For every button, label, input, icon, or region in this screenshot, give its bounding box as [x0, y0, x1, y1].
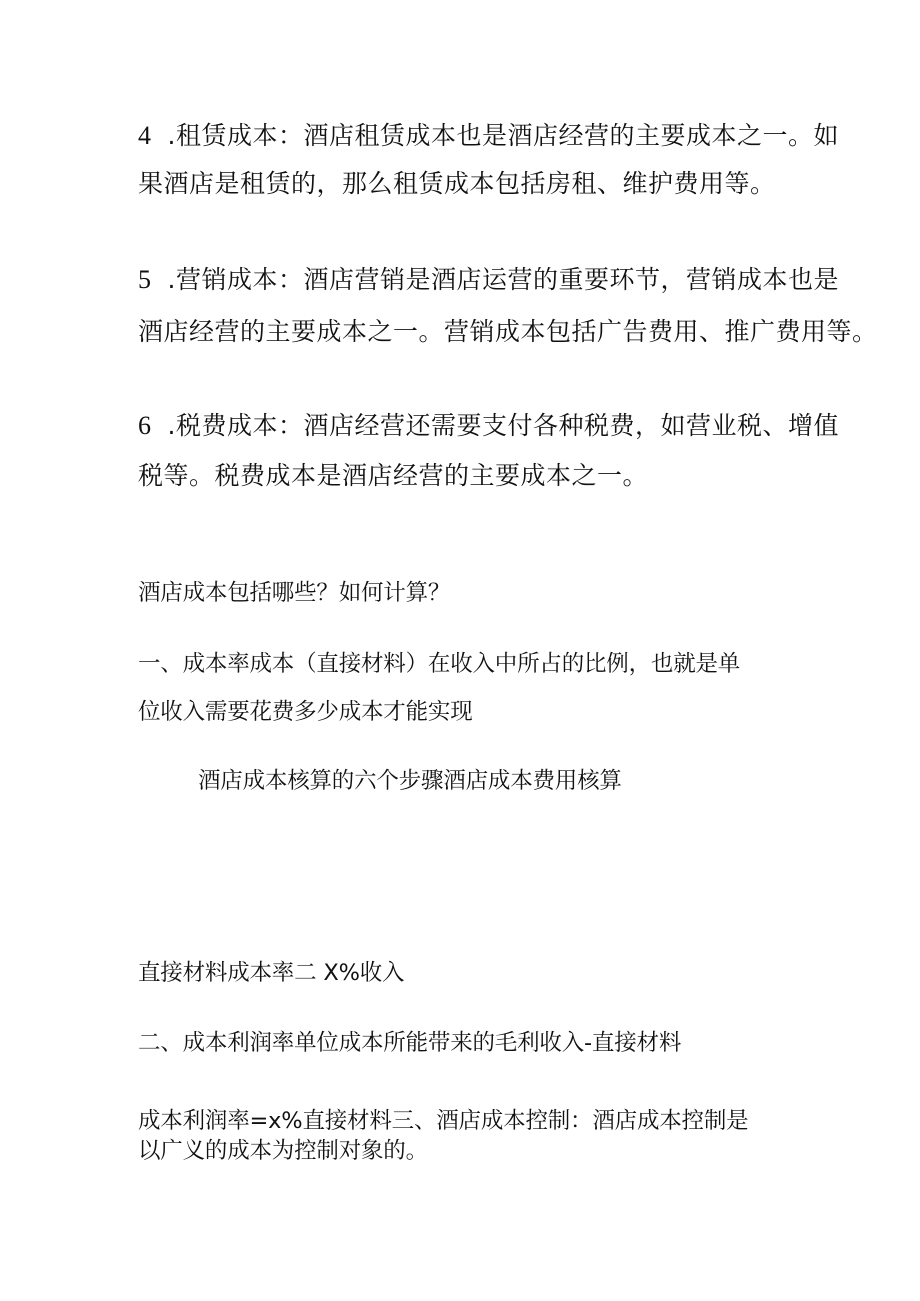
item-line — [138, 264, 839, 296]
question-text: 酒店成本包括哪些？如何计算？ — [138, 580, 451, 606]
item-line: 酒店经营的主要成本之一。营销成本包括广告费用、推广费用等。 — [138, 317, 878, 346]
item-line: 税等。税费成本是酒店经营的主要成本之一。 — [138, 461, 649, 490]
section-line: 一、成本率成本（直接材料）在收入中所占的比例，也就是单 — [138, 651, 741, 677]
item-text: .税费成本：酒店经营还需要支付各种税费，如营业税、增值 — [167, 411, 839, 440]
center-title: 酒店成本核算的六个步骤酒店成本费用核算 — [198, 768, 622, 794]
item-line — [138, 410, 839, 442]
item-number: 5 — [138, 265, 152, 294]
section-line: 位收入需要花费多少成本才能实现 — [138, 699, 473, 725]
section-line: 以广义的成本为控制对象的。 — [138, 1138, 428, 1164]
section-line: 二、成本利润率单位成本所能带来的毛利收入-直接材料 — [138, 1030, 682, 1056]
item-line — [138, 120, 839, 152]
section-line: 成本利润率=x%直接材料三、酒店成本控制：酒店成本控制是 — [138, 1108, 749, 1134]
item-text: .营销成本：酒店营销是酒店运营的重要环节，营销成本也是 — [167, 265, 839, 294]
item-number: 6 — [138, 411, 152, 440]
item-text: .租赁成本：酒店租赁成本也是酒店经营的主要成本之一。如 — [167, 121, 839, 150]
item-line: 果酒店是租赁的，那么租赁成本包括房租、维护费用等。 — [138, 169, 776, 198]
item-number: 4 — [138, 121, 152, 150]
formula-text: 直接材料成本率二 X%收入 — [138, 960, 405, 986]
